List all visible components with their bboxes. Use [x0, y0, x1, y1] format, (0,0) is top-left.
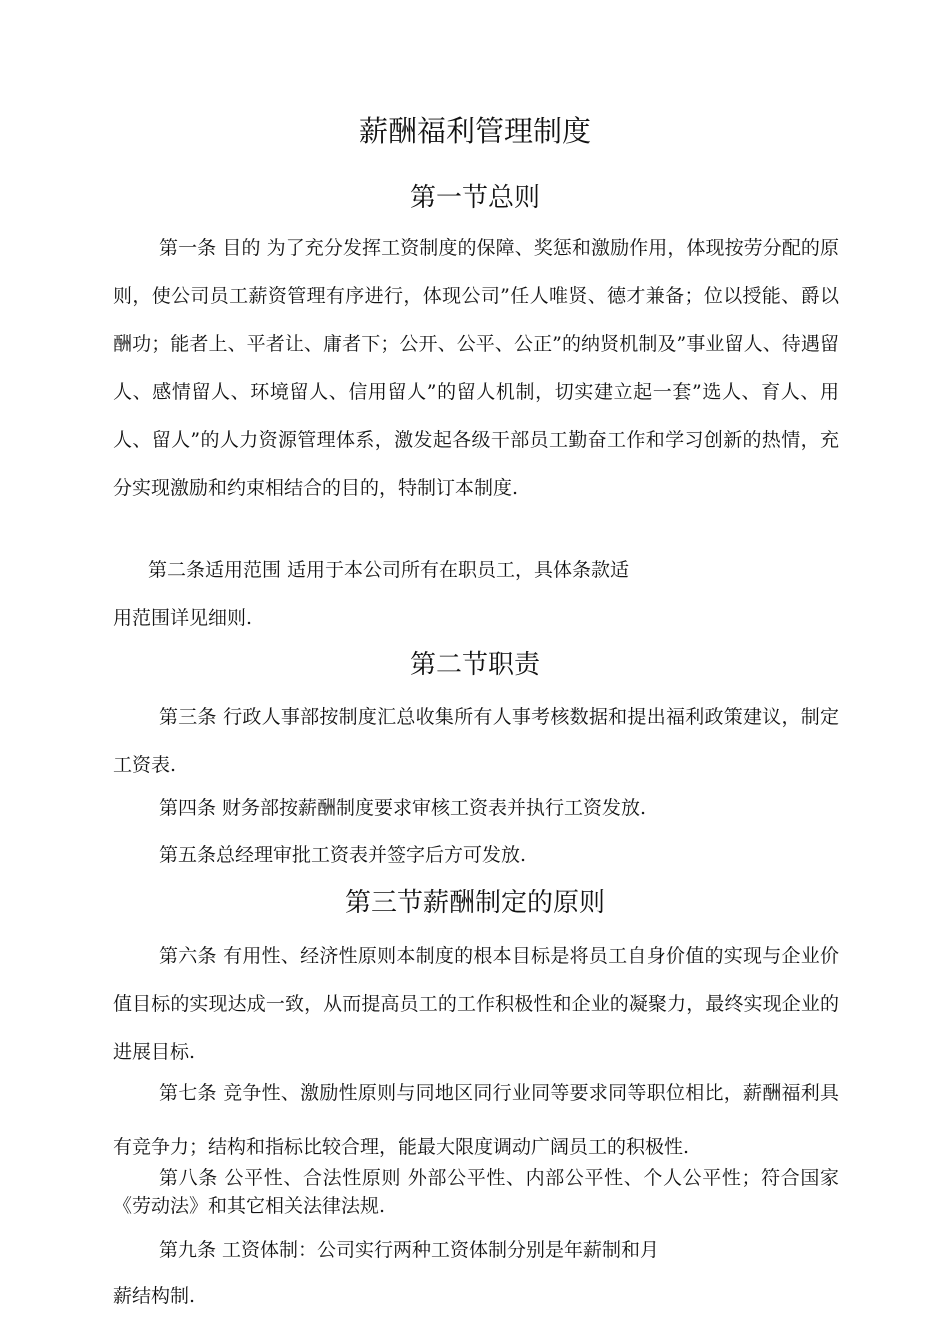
section-heading-general: 第一节总则: [409, 183, 540, 213]
article-1-paragraph: 第一条 目的 为了充分发挥工资制度的保障、奖惩和激励作用，体现按劳分配的原则，使公司员工薪资管理有序进行，体现公司”任人唯贤、德才兼备；位以授能、爵以酬功；能者上、平者让、庸者下；公开、公平、公正”的纳贤机制及”事业留人、待遇留人、感情留人、环境留人、信用留人”的留人机制，切实建立起一套”选人、育人、用人、留人”的人力资源管理体系，激发起各级干部员工勤奋工作和学习创新的热情，充分实现激励和约束相结合的目的，特制订本制度.: [113, 237, 839, 499]
article-9-line-1: 第九条 工资体制：公司实行两种工资体制分别是年薪制和月: [159, 1239, 660, 1261]
article-2-line-2: 用范围详见细则.: [113, 607, 253, 629]
article-4-paragraph: 第四条 财务部按薪酬制度要求审核工资表并执行工资发放.: [159, 797, 647, 819]
document-title: 薪酬福利管理制度: [358, 114, 591, 148]
section-heading-duties: 第二节职责: [409, 650, 540, 680]
section-heading-principles: 第三节薪酬制定的原则: [344, 888, 605, 918]
article-3-paragraph: 第三条 行政人事部按制度汇总收集所有人事考核数据和提出福利政策建议，制定工资表.: [113, 706, 839, 776]
article-2-line-1: 第二条适用范围 适用于本公司所有在职员工，具体条款适: [148, 559, 630, 581]
article-8-paragraph: 第八条 公平性、合法性原则 外部公平性、内部公平性、个人公平性；符合国家《劳动法》和其它相关法律法规.: [113, 1167, 839, 1217]
article-7-paragraph: 第七条 竞争性、激励性原则与同地区同行业同等要求同等职位相比，薪酬福利具有竞争力；结构和指标比较合理，能最大限度调动广阔员工的积极性.: [113, 1082, 839, 1158]
article-5-paragraph: 第五条总经理审批工资表并签字后方可发放.: [159, 844, 527, 866]
article-6-paragraph: 第六条 有用性、经济性原则本制度的根本目标是将员工自身价值的实现与企业价值目标的实现达成一致，从而提高员工的工作积极性和企业的凝聚力，最终实现企业的进展目标.: [113, 945, 839, 1063]
article-9-line-2: 薪结构制.: [113, 1285, 196, 1307]
